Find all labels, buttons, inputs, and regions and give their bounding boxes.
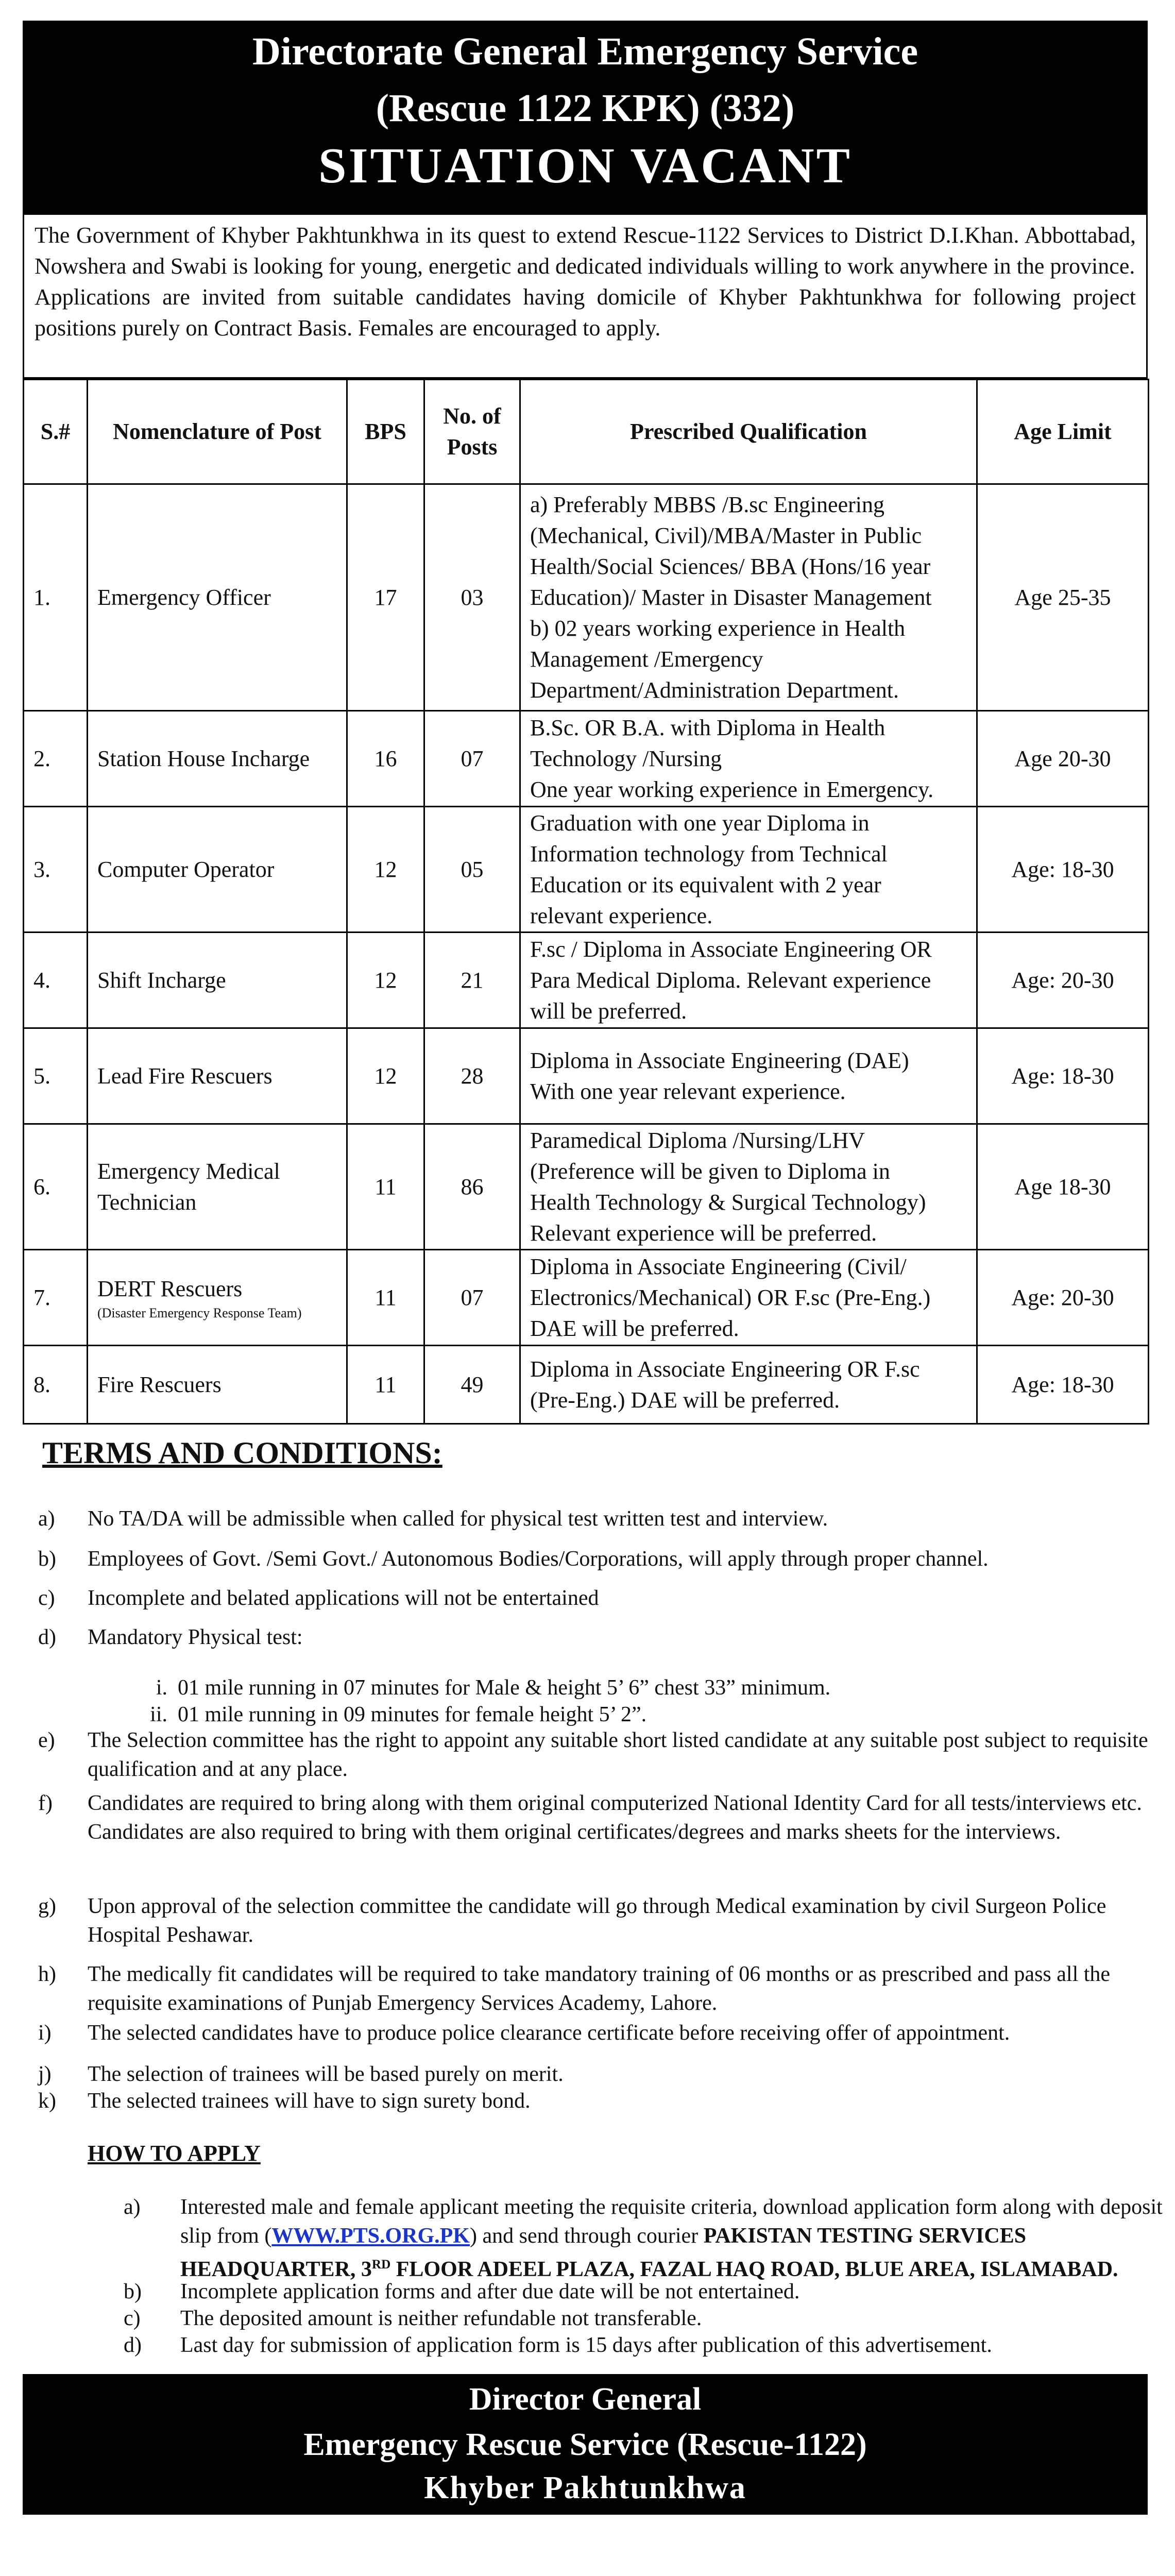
term-letter: g) [38, 1894, 56, 1918]
row-posts: 07 [424, 711, 520, 807]
qualification-line: B.Sc. OR B.A. with Diploma in Health [530, 715, 885, 740]
apply-text-mid: ) and send through courier [469, 2224, 704, 2248]
row-qualification [520, 711, 977, 807]
row-bps: 12 [347, 1028, 424, 1124]
qualification-line: Paramedical Diploma /Nursing/LHV [530, 1127, 865, 1153]
qualification-line: Diploma in Associate Engineering (Civil/ [530, 1253, 907, 1279]
header-age: Age Limit [977, 380, 1149, 484]
row-sno: 1. [24, 484, 88, 711]
qualification-line: Department/Administration Department. [530, 677, 899, 703]
qualification-line: Diploma in Associate Engineering OR F.sc [530, 1356, 920, 1382]
table-row [24, 1124, 1149, 1250]
term-letter: c) [38, 1586, 55, 1610]
intro-paragraph-1: The Government of Khyber Pakhtunkhwa in its quest to extend Rescue-1122 Services to District D.I.Khan. Abbottabad, Nowshera and Swabi is looking for young, energetic and dedicated individuals willing to work anywhere in the province. [35, 223, 1136, 279]
qualification-line: (Mechanical, Civil)/MBA/Master in Public [530, 522, 922, 548]
qualification-line: DAE will be preferred. [530, 1315, 739, 1341]
qualification-line: Education or its equivalent with 2 year [530, 872, 881, 897]
table-header-row [24, 380, 1149, 484]
apply-address-part-1: PAKISTAN TESTING SERVICES HEADQUARTER, 3 [180, 2224, 1027, 2281]
term-letter: a) [38, 1507, 55, 1531]
header-posts: No. of Posts [424, 380, 520, 484]
term-text: The selection of trainees will be based purely on merit. [88, 2062, 564, 2086]
row-bps: 11 [347, 1124, 424, 1250]
qualification-line: (Pre-Eng.) DAE will be preferred. [530, 1387, 840, 1413]
post-title: DERT Rescuers [97, 1276, 243, 1301]
term-text: Upon approval of the selection committee the candidate will go through Medical examination by civil Surgeon Police Hospital Peshawar. [88, 1894, 1106, 1947]
row-age: Age: 20-30 [977, 933, 1149, 1028]
footer-banner [23, 2374, 1148, 2515]
row-sno: 4. [24, 933, 88, 1028]
qualification-line: Diploma in Associate Engineering (DAE) [530, 1047, 909, 1073]
header-subtitle: (Rescue 1122 KPK) (332) [376, 87, 795, 130]
row-posts: 07 [424, 1250, 520, 1346]
post-title: Shift Incharge [97, 967, 226, 993]
row-post [88, 1028, 347, 1124]
term-text: No TA/DA will be admissible when called for physical test written test and interview. [88, 1507, 828, 1531]
term-letter: f) [38, 1791, 53, 1815]
apply-address-part-2: FLOOR ADEEL PLAZA, FAZAL HAQ ROAD, BLUE AREA, ISLAMABAD. [390, 2258, 1118, 2281]
row-posts: 21 [424, 933, 520, 1028]
row-qualification [520, 484, 977, 711]
apply-letter: b) [124, 2280, 142, 2303]
header-banner [23, 21, 1148, 215]
row-post [88, 1250, 347, 1346]
row-bps: 12 [347, 933, 424, 1028]
term-text: Mandatory Physical test: [88, 1625, 303, 1649]
qualification-line: F.sc / Diploma in Associate Engineering OR [530, 936, 932, 962]
term-letter: h) [38, 1962, 56, 1986]
row-qualification [520, 1250, 977, 1346]
row-posts: 03 [424, 484, 520, 711]
row-sno: 3. [24, 807, 88, 933]
term-text: The medically fit candidates will be required to take mandatory training of 06 months or as prescribed and pass all the requisite examinations of Punjab Emergency Services Academy, Lahore. [88, 1962, 1111, 2015]
qualification-line: Technology /Nursing [530, 745, 722, 771]
apply-letter: d) [124, 2333, 142, 2357]
row-posts: 49 [424, 1346, 520, 1424]
apply-text: Last day for submission of application form is 15 days after publication of this advertisement. [180, 2333, 992, 2357]
qualification-line: will be preferred. [530, 998, 687, 1024]
header-sno: S.# [24, 380, 88, 484]
row-qualification [520, 807, 977, 933]
row-post [88, 711, 347, 807]
apply-text: Incomplete application forms and after due date will be not entertained. [180, 2280, 800, 2303]
intro-section [23, 215, 1148, 379]
header-situation-vacant: SITUATION VACANT [318, 138, 853, 194]
qualification-line: Education)/ Master in Disaster Management [530, 584, 932, 610]
row-sno: 8. [24, 1346, 88, 1424]
apply-letter: a) [124, 2195, 141, 2219]
row-bps: 11 [347, 1346, 424, 1424]
table-row [24, 807, 1149, 933]
term-text: Employees of Govt. /Semi Govt./ Autonomous Bodies/Corporations, will apply through proper channel. [88, 1547, 989, 1571]
row-age: Age: 18-30 [977, 1346, 1149, 1424]
row-posts: 05 [424, 807, 520, 933]
row-bps: 16 [347, 711, 424, 807]
sub-numeral: i. [156, 1676, 167, 1700]
term-text: Incomplete and belated applications will not be entertained [88, 1586, 599, 1610]
apply-text-pre: Interested male and female applicant meeting the requisite criteria, download application form along with deposit slip from ( [180, 2195, 1163, 2248]
row-sno: 7. [24, 1250, 88, 1346]
qualification-line: Relevant experience will be preferred. [530, 1220, 877, 1246]
footer-department: Emergency Rescue Service (Rescue-1122) [303, 2427, 867, 2462]
table-row [24, 1028, 1149, 1124]
pts-website-link[interactable]: WWW.PTS.ORG.PK [271, 2224, 470, 2248]
header-bps: BPS [347, 380, 424, 484]
apply-text: The deposited amount is neither refundable not transferable. [180, 2307, 702, 2330]
term-text: Candidates are required to bring along with them original computerized National Identity Card for all tests/interviews etc. Candidates are also required to bring with them original certificates/degrees and marks sheets for the interviews. [88, 1791, 1142, 1844]
post-title: Station House Incharge [97, 745, 310, 771]
term-text: The Selection committee has the right to appoint any suitable short listed candidate at any suitable post subject to requisite qualification and at any place. [88, 1728, 1148, 1781]
vacancy-table-wrapper [23, 379, 1148, 1425]
row-bps: 12 [347, 807, 424, 933]
qualification-line: (Preference will be given to Diploma in [530, 1158, 890, 1184]
vacancy-table [23, 379, 1149, 1425]
term-text: The selected candidates have to produce police clearance certificate before receiving offer of appointment. [88, 2021, 1010, 2045]
row-qualification [520, 1346, 977, 1424]
term-letter: k) [38, 2089, 56, 2113]
sub-numeral: ii. [150, 1703, 167, 1726]
row-qualification [520, 933, 977, 1028]
post-title: Emergency Officer [97, 584, 271, 610]
post-subtitle: (Disaster Emergency Response Team) [97, 1305, 302, 1320]
row-post [88, 933, 347, 1028]
row-sno: 6. [24, 1124, 88, 1250]
table-row [24, 711, 1149, 807]
term-letter: d) [38, 1625, 56, 1649]
terms-title: TERMS AND CONDITIONS: [42, 1436, 442, 1470]
qualification-line: With one year relevant experience. [530, 1078, 846, 1104]
qualification-line: a) Preferably MBBS /B.sc Engineering [530, 492, 884, 517]
sub-text: 01 mile running in 07 minutes for Male & height 5’ 6” chest 33” minimum. [178, 1676, 831, 1700]
apply-letter: c) [124, 2307, 141, 2330]
qualification-line: Graduation with one year Diploma in [530, 810, 870, 836]
table-row [24, 1250, 1149, 1346]
post-title: Computer Operator [97, 856, 275, 882]
table-row [24, 933, 1149, 1028]
qualification-line: relevant experience. [530, 903, 713, 928]
apply-address-sup: RD [371, 2258, 391, 2272]
row-post [88, 1346, 347, 1424]
term-letter: e) [38, 1728, 55, 1752]
term-text: The selected trainees will have to sign surety bond. [88, 2089, 531, 2113]
qualification-line: b) 02 years working experience in Health [530, 615, 906, 641]
table-row [24, 1346, 1149, 1424]
row-sno: 5. [24, 1028, 88, 1124]
row-age: Age: 18-30 [977, 807, 1149, 933]
qualification-line: Health Technology & Surgical Technology) [530, 1189, 926, 1215]
row-post [88, 1124, 347, 1250]
row-sno: 2. [24, 711, 88, 807]
header-title: Directorate General Emergency Service [252, 30, 918, 73]
footer-province: Khyber Pakhtunkhwa [424, 2470, 746, 2505]
row-age: Age 18-30 [977, 1124, 1149, 1250]
how-to-apply-title: HOW TO APPLY [88, 2141, 261, 2166]
qualification-line: Health/Social Sciences/ BBA (Hons/16 year [530, 553, 931, 579]
apply-text [180, 2193, 1175, 2284]
qualification-line: Para Medical Diploma. Relevant experience [530, 967, 931, 993]
row-post [88, 807, 347, 933]
row-posts: 28 [424, 1028, 520, 1124]
row-qualification [520, 1028, 977, 1124]
term-letter: i) [38, 2021, 52, 2045]
term-letter: b) [38, 1547, 56, 1571]
row-age: Age 25-35 [977, 484, 1149, 711]
row-bps: 17 [347, 484, 424, 711]
post-title: Lead Fire Rescuers [97, 1063, 273, 1089]
post-title: Fire Rescuers [97, 1371, 222, 1397]
qualification-line: Electronics/Mechanical) OR F.sc (Pre-Eng.) [530, 1284, 931, 1310]
qualification-line: One year working experience in Emergency. [530, 776, 934, 802]
header-qualification: Prescribed Qualification [520, 380, 977, 484]
table-row [24, 484, 1149, 711]
row-bps: 11 [347, 1250, 424, 1346]
intro-paragraph-2: Applications are invited from suitable candidates having domicile of Khyber Pakhtunkhwa for following project positions purely on Contract Basis. Females are encouraged to apply. [35, 284, 1136, 341]
post-title: Emergency Medical Technician [97, 1158, 280, 1215]
sub-text: 01 mile running in 09 minutes for female height 5’ 2”. [178, 1703, 647, 1726]
row-posts: 86 [424, 1124, 520, 1250]
row-qualification [520, 1124, 977, 1250]
row-age: Age: 18-30 [977, 1028, 1149, 1124]
row-post [88, 484, 347, 711]
row-age: Age 20-30 [977, 711, 1149, 807]
header-post: Nomenclature of Post [88, 380, 347, 484]
term-letter: j) [38, 2062, 52, 2086]
footer-director-general: Director General [469, 2382, 702, 2417]
row-age: Age: 20-30 [977, 1250, 1149, 1346]
qualification-line: Information technology from Technical [530, 841, 888, 867]
qualification-line: Management /Emergency [530, 646, 763, 672]
